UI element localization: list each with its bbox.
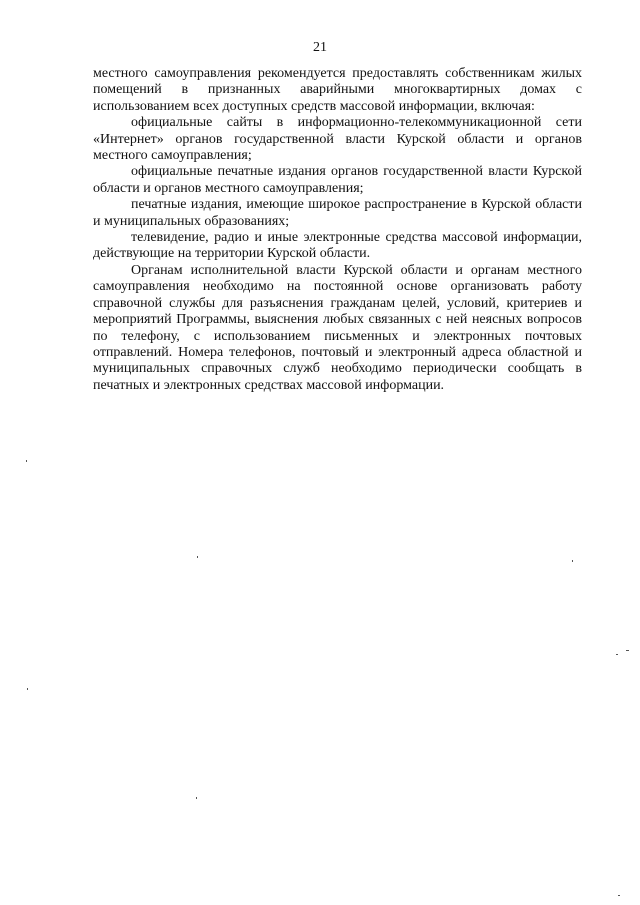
scan-speck bbox=[26, 460, 27, 462]
scan-speck bbox=[626, 650, 629, 651]
paragraph-intro: местного самоуправления рекомендуется предоставлять собственникам жилых помещений в признанных аварийными многоквартирных домах с использованием всех доступных средств массовой информации, включая: bbox=[93, 66, 582, 114]
scan-speck bbox=[27, 688, 28, 690]
paragraph-reference-service: Органам исполнительной власти Курской области и органам местного самоуправления необходимо на постоянной основе организовать работу справочной службы для разъяснения гражданам целей, условий, критериев и мероприятий Программы, выяснения любых связанных с ней неясных вопросов по телефону, с использованием письменных и электронных почтовых отправлений. Номера телефонов, почтовый и электронный адреса областной и муниципальных справочных служб необходимо периодически сообщать в печатных и электронных средствах массовой информации. bbox=[93, 262, 582, 393]
paragraph-print-media: печатные издания, имеющие широкое распространение в Курской области и муниципальных образованиях; bbox=[93, 197, 582, 229]
scan-speck bbox=[618, 895, 620, 896]
scan-speck bbox=[197, 556, 198, 558]
scan-speck bbox=[616, 654, 618, 655]
page-number: 21 bbox=[313, 40, 327, 55]
document-text bbox=[93, 66, 582, 394]
scan-speck bbox=[196, 797, 197, 799]
scan-speck bbox=[572, 560, 573, 562]
paragraph-official-print: официальные печатные издания органов государственной власти Курской области и органов местного самоуправления; bbox=[93, 164, 582, 196]
paragraph-electronic-media: телевидение, радио и иные электронные средства массовой информации, действующие на территории Курской области. bbox=[93, 230, 582, 262]
paragraph-official-sites: официальные сайты в информационно-телекоммуникационной сети «Интернет» органов государственной власти Курской области и органов местного самоуправления; bbox=[93, 115, 582, 164]
